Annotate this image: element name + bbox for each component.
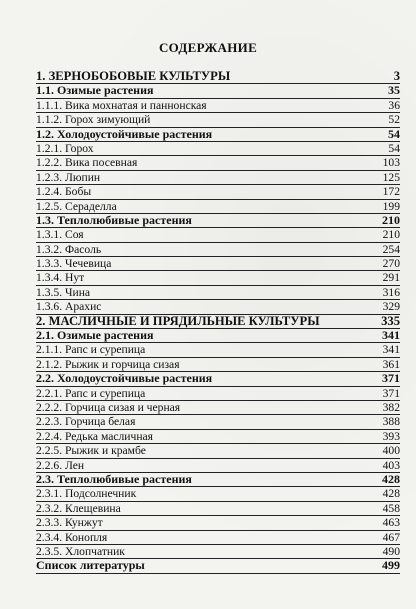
toc-entry-page-number: 499 [382, 558, 400, 573]
toc-entry-title: 1.2.1. Горох [36, 141, 94, 155]
toc-entry-title: 1.2.3. Люпин [36, 170, 101, 184]
toc-entry [36, 502, 400, 516]
toc-entry-title: 1.1.1. Вика мохнатая и паннонская [36, 98, 207, 112]
toc-entry-page-number: 361 [382, 357, 400, 371]
toc-entry [36, 300, 400, 314]
toc-entry-title: 2.3.5. Хлопчатник [36, 544, 125, 558]
toc-entry [36, 228, 400, 242]
toc-entry-page-number: 210 [382, 228, 400, 242]
toc-entry [36, 545, 400, 559]
toc-entry [36, 156, 400, 170]
toc-entry [36, 286, 400, 300]
toc-entry-page-number: 329 [382, 300, 400, 314]
toc-entry-page-number: 382 [382, 400, 400, 414]
toc-entry [36, 128, 400, 142]
toc-entry [36, 243, 400, 257]
toc-entry-page-number: 403 [382, 458, 400, 472]
toc-entry-title: 1.1. Озимые растения [36, 83, 154, 98]
toc-entry-page-number: 371 [382, 386, 400, 400]
toc-entry-title: 2.2. Холодоустойчивые растения [36, 371, 213, 386]
toc-entry-page-number: 463 [382, 516, 400, 530]
toc-entry [36, 84, 400, 98]
toc-entry-page-number: 3 [393, 69, 400, 83]
toc-entry-title: 1.2.5. Сераделла [36, 199, 117, 213]
toc-entry [36, 415, 400, 429]
toc-entry-page-number: 54 [388, 126, 400, 141]
toc-entry-title: 1.2.2. Вика посевная [36, 156, 138, 170]
toc-entry-title: 2.1.2. Рыжик и горчица сизая [36, 357, 180, 371]
toc-entry [36, 559, 400, 573]
toc-entry-page-number: 341 [382, 328, 400, 343]
toc-entry-title: 2.2.6. Лен [36, 458, 85, 472]
toc-entry-page-number: 172 [382, 185, 400, 199]
toc-entry [36, 473, 400, 487]
toc-entry-page-number: 35 [388, 83, 400, 98]
toc-entry-title: 2.1.1. Рапс и сурепица [36, 343, 146, 357]
toc-entry-title: 2.2.3. Горчица белая [36, 415, 136, 429]
toc-entry-title: 1.2.4. Бобы [36, 185, 92, 199]
toc-entry-title: Список литературы [36, 558, 145, 573]
toc-entry-page-number: 371 [382, 371, 400, 386]
toc-entry [36, 401, 400, 415]
toc-entry-page-number: 125 [382, 170, 400, 184]
toc-entry-page-number: 54 [388, 141, 400, 155]
toc-entry-page-number: 254 [382, 242, 400, 256]
toc-entry-page-number: 210 [382, 212, 400, 227]
toc-entry-title: 1.3.6. Арахис [36, 300, 102, 314]
toc-entry [36, 70, 400, 84]
toc-entry [36, 99, 400, 113]
toc-entry-page-number: 335 [381, 313, 400, 328]
toc-entry-page-number: 388 [382, 415, 400, 429]
toc-entry-title: 1.3. Теплолюбивые растения [36, 212, 192, 227]
toc-entry [36, 430, 400, 444]
toc-entry-title: 2.3. Теплолюбивые растения [36, 471, 192, 486]
toc-entry-page-number: 467 [382, 530, 400, 544]
toc-entry-title: 1.2. Холодоустойчивые растения [36, 126, 213, 141]
toc-entry [36, 372, 400, 386]
toc-entry [36, 516, 400, 530]
toc-entry-title: 2.2.5. Рыжик и крамбе [36, 444, 146, 458]
toc-entry [36, 257, 400, 271]
toc-entry-page-number: 36 [388, 98, 400, 112]
toc-entry-page-number: 341 [382, 343, 400, 357]
toc-entry [36, 343, 400, 357]
page-title: СОДЕРЖАНИЕ [158, 40, 258, 55]
toc-entry-page-number: 199 [382, 199, 400, 213]
toc-entry-title: 1. ЗЕРНОБОБОВЫЕ КУЛЬТУРЫ [36, 69, 231, 83]
toc-entry [36, 113, 400, 127]
toc-entry-title: 2.1. Озимые растения [36, 328, 154, 343]
toc-entry [36, 315, 400, 329]
toc-entry [36, 142, 400, 156]
toc-entry [36, 329, 400, 343]
toc-entry-title: 1.1.2. Горох зимующий [36, 113, 151, 127]
toc-entry-page-number: 316 [382, 285, 400, 299]
toc-entry-page-number: 291 [382, 271, 400, 285]
toc-entry-title: 2.3.3. Кунжут [36, 516, 103, 530]
toc-entry [36, 358, 400, 372]
toc-entry-page-number: 270 [382, 257, 400, 271]
toc-entry-title: 1.3.1. Соя [36, 228, 84, 242]
toc-entry-page-number: 490 [382, 544, 400, 558]
toc-entry [36, 444, 400, 458]
toc-entry-page-number: 458 [382, 501, 400, 515]
toc-entry [36, 531, 400, 545]
toc-entry [36, 200, 400, 214]
toc-entry-title: 2.2.4. Редька масличная [36, 429, 154, 443]
toc-entry-title: 1.3.5. Чина [36, 285, 91, 299]
toc-entry-page-number: 52 [388, 113, 400, 127]
toc-entry-title: 2.3.4. Конопля [36, 530, 108, 544]
toc-entry-title: 2.2.2. Горчица сизая и черная [36, 400, 181, 414]
toc-entry-title: 2. МАСЛИЧНЫЕ И ПРЯДИЛЬНЫЕ КУЛЬТУРЫ [36, 313, 320, 328]
toc-entry-title: 1.3.3. Чечевица [36, 257, 112, 271]
toc-entry-title: 1.3.4. Нут [36, 271, 85, 285]
toc-entry [36, 185, 400, 199]
toc-entry-page-number: 428 [382, 487, 400, 501]
toc-entry [36, 459, 400, 473]
toc-entry-page-number: 393 [382, 429, 400, 443]
toc-entry-page-number: 400 [382, 444, 400, 458]
toc-entry-page-number: 103 [382, 156, 400, 170]
toc-entry [36, 214, 400, 228]
table-of-contents [36, 70, 400, 574]
toc-entry-title: 2.3.2. Клещевина [36, 501, 121, 515]
toc-entry-title: 2.3.1. Подсолнечник [36, 487, 137, 501]
toc-entry-page-number: 428 [382, 471, 400, 486]
toc-entry [36, 487, 400, 501]
toc-entry-title: 1.3.2. Фасоль [36, 242, 102, 256]
toc-entry [36, 271, 400, 285]
toc-entry [36, 171, 400, 185]
toc-entry-title: 2.2.1. Рапс и сурепица [36, 386, 146, 400]
toc-entry [36, 387, 400, 401]
